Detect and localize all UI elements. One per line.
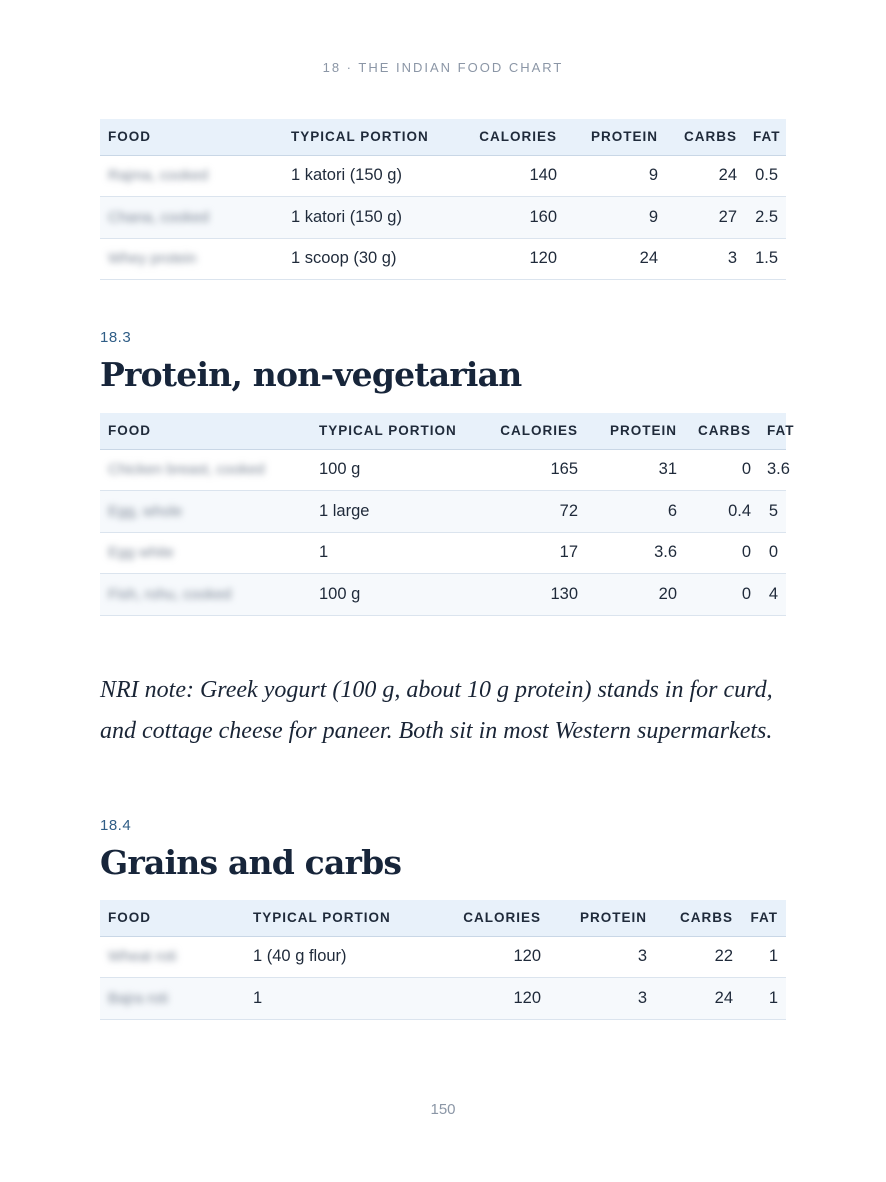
col-fat: FAT — [745, 119, 786, 155]
col-calories: CALORIES — [430, 900, 549, 936]
section-title: Grains and carbs — [100, 843, 402, 882]
cell-protein: 31 — [586, 449, 685, 491]
section-number: 18.3 — [100, 329, 132, 346]
table-row — [100, 491, 786, 533]
cell-protein: 6 — [586, 491, 685, 533]
cell-protein: 24 — [565, 238, 666, 280]
table-header-row — [100, 413, 786, 449]
cell-protein: 9 — [565, 155, 666, 197]
cell-portion: 1 scoop (30 g) — [283, 238, 455, 280]
cell-food — [100, 238, 283, 280]
cell-food — [100, 532, 311, 574]
cell-food — [100, 491, 311, 533]
col-carbs: CARBS — [655, 900, 741, 936]
cell-carbs: 24 — [666, 155, 745, 197]
cell-protein: 3.6 — [586, 532, 685, 574]
food-table-vegetarian-protein — [100, 119, 786, 280]
cell-food — [100, 978, 245, 1020]
col-protein: PROTEIN — [565, 119, 666, 155]
cell-carbs: 3 — [666, 238, 745, 280]
table-header-row — [100, 119, 786, 155]
cell-calories: 160 — [455, 197, 565, 239]
redacted-food-name: Fish, rohu, cooked — [108, 585, 232, 603]
cell-fat: 4 — [759, 574, 786, 616]
table-header-row — [100, 900, 786, 936]
table-row — [100, 155, 786, 197]
cell-calories: 17 — [474, 532, 586, 574]
cell-portion: 100 g — [311, 449, 474, 491]
col-carbs: CARBS — [685, 413, 759, 449]
cell-fat: 1 — [741, 936, 786, 978]
table-row — [100, 238, 786, 280]
table-row — [100, 978, 786, 1020]
cell-calories: 120 — [430, 978, 549, 1020]
cell-carbs: 0 — [685, 532, 759, 574]
cell-protein: 3 — [549, 978, 655, 1020]
col-carbs: CARBS — [666, 119, 745, 155]
cell-fat: 2.5 — [745, 197, 786, 239]
cell-portion: 1 (40 g flour) — [245, 936, 430, 978]
cell-calories: 120 — [455, 238, 565, 280]
redacted-food-name: Bajra roti — [108, 989, 169, 1007]
cell-fat: 5 — [759, 491, 786, 533]
cell-fat: 1 — [741, 978, 786, 1020]
col-fat: FAT — [741, 900, 786, 936]
redacted-food-name: Wheat roti — [108, 948, 177, 966]
section-number: 18.4 — [100, 817, 132, 834]
col-fat: FAT — [759, 413, 786, 449]
cell-food — [100, 936, 245, 978]
cell-portion: 1 — [245, 978, 430, 1020]
cell-fat: 1.5 — [745, 238, 786, 280]
table-row — [100, 574, 786, 616]
cell-calories: 130 — [474, 574, 586, 616]
col-food: FOOD — [100, 119, 283, 155]
table-row — [100, 936, 786, 978]
cell-food — [100, 449, 311, 491]
cell-portion: 1 katori (150 g) — [283, 197, 455, 239]
col-portion: TYPICAL PORTION — [311, 413, 474, 449]
food-table-grains-and-carbs — [100, 900, 786, 1020]
nri-note: NRI note: Greek yogurt (100 g, about 10 g protein) stands in for curd, and cottage cheese for paneer. Both sit in most Western supermarkets. — [100, 677, 773, 744]
redacted-food-name: Egg white — [108, 544, 174, 562]
cell-carbs: 0 — [685, 574, 759, 616]
cell-food — [100, 574, 311, 616]
cell-portion: 1 — [311, 532, 474, 574]
cell-calories: 165 — [474, 449, 586, 491]
cell-carbs: 22 — [655, 936, 741, 978]
cell-fat: 0 — [759, 532, 786, 574]
cell-calories: 140 — [455, 155, 565, 197]
cell-food — [100, 155, 283, 197]
cell-carbs: 0 — [685, 449, 759, 491]
table-row — [100, 449, 786, 491]
col-calories: CALORIES — [474, 413, 586, 449]
table-row — [100, 197, 786, 239]
cell-protein: 9 — [565, 197, 666, 239]
redacted-food-name: Whey protein — [108, 250, 197, 268]
cell-fat: 0.5 — [745, 155, 786, 197]
col-portion: TYPICAL PORTION — [283, 119, 455, 155]
cell-portion: 100 g — [311, 574, 474, 616]
cell-carbs: 24 — [655, 978, 741, 1020]
col-calories: CALORIES — [455, 119, 565, 155]
cell-carbs: 0.4 — [685, 491, 759, 533]
running-header: 18 · THE INDIAN FOOD CHART — [322, 60, 564, 75]
cell-calories: 72 — [474, 491, 586, 533]
col-protein: PROTEIN — [586, 413, 685, 449]
cell-portion: 1 katori (150 g) — [283, 155, 455, 197]
redacted-food-name: Chicken breast, cooked — [108, 461, 265, 479]
col-food: FOOD — [100, 413, 311, 449]
table-row — [100, 532, 786, 574]
section-title: Protein, non-vegetarian — [100, 355, 522, 394]
cell-portion: 1 large — [311, 491, 474, 533]
col-food: FOOD — [100, 900, 245, 936]
cell-protein: 20 — [586, 574, 685, 616]
col-protein: PROTEIN — [549, 900, 655, 936]
cell-calories: 120 — [430, 936, 549, 978]
food-table-non-vegetarian-protein — [100, 413, 795, 616]
redacted-food-name: Rajma, cooked — [108, 167, 209, 185]
redacted-food-name: Chana, cooked — [108, 208, 209, 226]
redacted-food-name: Egg, whole — [108, 502, 183, 520]
cell-carbs: 27 — [666, 197, 745, 239]
cell-fat: 3.6 — [759, 449, 786, 491]
col-portion: TYPICAL PORTION — [245, 900, 430, 936]
page-number: 150 — [430, 1101, 456, 1118]
cell-protein: 3 — [549, 936, 655, 978]
cell-food — [100, 197, 283, 239]
